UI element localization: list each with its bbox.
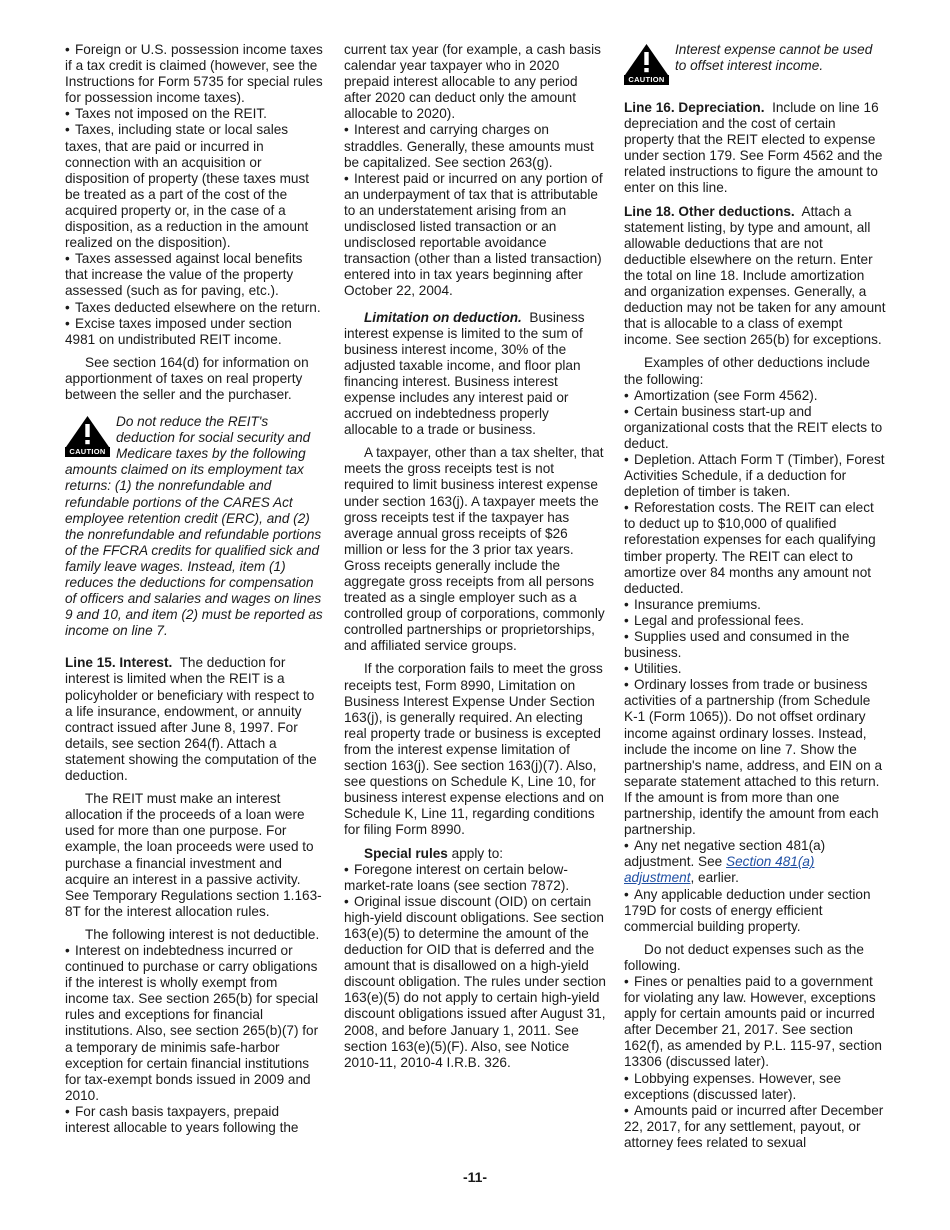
caution-icon <box>624 43 669 87</box>
limitation-heading: Limitation on deduction. <box>364 309 522 325</box>
column-3 <box>624 42 886 1151</box>
line-15-paragraph: Line 15. Interest. The deduction for interest is limited when the REIT is a policyholder or beneficiary with respect to a life insurance, endowment, or annuity contract issued after June 8, 1997. For details, see section 264(f). Attach a statement showing the computation of the deduction. <box>65 655 317 784</box>
line-16-paragraph: Line 16. Depreciation. Include on line 16 depreciation and the cost of certain property that the REIT elected to expense under section 179. See Form 4562 and the related instructions to figure the amount to enter on this line. <box>624 100 883 196</box>
paragraph: Do not deduct expenses such as the following. <box>624 941 864 973</box>
list-item: • Lobbying expenses. However, see exceptions (discussed later). <box>624 1070 842 1102</box>
caution-text: Interest expense cannot be used to offset interest income. <box>675 42 873 74</box>
page-number: -11- <box>462 1169 488 1185</box>
list-item: • Reforestation costs. The REIT can elect to deduct up to $10,000 of qualified reforestation expenses for each qualifying timber property. The REIT can elect to amortize over 84 months any amount not deducted. <box>624 500 876 596</box>
list-item: • Interest and carrying charges on straddles. Generally, these amounts must be capitalized. See section 263(g). <box>344 122 594 170</box>
list-item: • Certain business start-up and organizational costs that the REIT elects to deduct. <box>624 403 883 451</box>
list-item: • Interest on indebtedness incurred or continued to purchase or carry obligations if the interest is wholly exempt from income tax. See section 265(b) for special rules and exceptions for financial institutions. Also, see section 265(b)(7) for a temporary de minimis safe-harbor exception for certain financial institutions for tax-exempt bonds issued in 2009 and 2010. <box>65 942 319 1103</box>
special-rules-heading: Special rules <box>364 845 448 861</box>
list-item: • Legal and professional fees. <box>624 612 805 628</box>
line-15-heading: Line 15. Interest. <box>65 655 173 671</box>
list-item: • Fines or penalties paid to a government for violating any law. However, exceptions apply for certain amounts paid or incurred after December 21, 2017. See section 162(f), as amended by P.L. 115-97, section 13306 (discussed later). <box>624 973 882 1070</box>
limitation-paragraph: Limitation on deduction. Business interest expense is limited to the sum of business interest income, 30% of the adjusted taxable income, and floor plan financing interest. Business interest expense includes any interest paid or accrued on indebtedness properly allocable to a trade or business. <box>344 309 585 438</box>
caution-icon <box>65 415 110 459</box>
list-item: • Foreign or U.S. possession income taxes if a tax credit is claimed (however, see the Instructions for Form 5735 for special rules for possession income taxes). <box>65 42 323 106</box>
paragraph: A taxpayer, other than a tax shelter, that meets the gross receipts test is not required to limit business interest expense under section 163(j). A taxpayer meets the gross receipts test if the taxpayer has average annual gross receipts of $26 million or less for the 3 prior tax years. Gross receipts generally include the aggregate gross receipts from all persons treated as a single employer such as a controlled group of corporations, commonly controlled partnerships or proprietorships, and affiliated service groups. <box>344 445 605 654</box>
caution-note <box>624 42 886 88</box>
list-item: • Taxes not imposed on the REIT. <box>65 106 267 122</box>
caution-label: CAUTION <box>624 75 669 85</box>
list-item: • Foregone interest on certain below-market-rate loans (see section 7872). <box>344 861 570 893</box>
list-item: • Depletion. Attach Form T (Timber), Forest Activities Schedule, if a deduction for depletion of timber is taken. <box>624 451 885 500</box>
paragraph: The following interest is not deductible. <box>85 926 320 942</box>
column-1 <box>65 42 323 1136</box>
column-2 <box>344 42 606 1071</box>
list-item: • Original issue discount (OID) on certain high-yield discount obligations. See section 163(e)(5) to determine the amount of the deduction for OID that is deferred and the amount that is disallowed on a high-yield discount obligation. The rules under section 163(e)(5) do not apply to certain high-yield discount obligations issued after August 31, 2008, and before January 1, 2011. See section 163(e)(5)(F). Also, see Notice 2010-11, 2010-4 I.R.B. 326. <box>344 893 606 1070</box>
line-18-heading: Line 18. Other deductions. <box>624 203 795 219</box>
list-item: • Amortization (see Form 4562). <box>624 387 818 403</box>
list-item: • Ordinary losses from trade or business activities of a partnership (from Schedule K-1 (Form 1065)). Do not offset ordinary income against ordinary losses. Instead, include the income on line 7. Show the partnership's name, address, and EIN on a separate statement attached to this return. If the amount is from more than one partnership, identify the amount from each partnership. <box>624 677 883 838</box>
paragraph: current tax year (for example, a cash basis calendar year taxpayer who in 2020 prepaid interest allocable to any period after 2020 can deduct only the amount allocable to 2020). <box>344 42 601 122</box>
list-item: • For cash basis taxpayers, prepaid interest allocable to years following the <box>65 1103 299 1135</box>
paragraph: If the corporation fails to meet the gross receipts test, Form 8990, Limitation on Business Interest Expense Under Section 163(j), is generally required. An electing real property trade or business is excepted from the interest expense limitation of section 163(j). See section 163(j)(7). Also, see questions on Schedule K, Line 10, for business interest expense elections and on Schedule K, Line 11, regarding conditions for filing Form 8990. <box>344 661 604 838</box>
list-item: • Taxes deducted elsewhere on the return. <box>65 299 321 315</box>
line-18-paragraph: Line 18. Other deductions. Attach a statement listing, by type and amount, all allowable deductions that are not deductible elsewhere on the return. Enter the total on line 18. Include amortization and organization expenses. Generally, a deduction may not be taken for any amount that is allocable to a class of exempt income. See section 265(b) for exceptions. <box>624 203 886 348</box>
section-481a-link[interactable]: Section 481(a) adjustment <box>624 854 815 886</box>
list-item: • Taxes assessed against local benefits that increase the value of the property assessed (such as for paving, etc.). <box>65 251 303 299</box>
list-item: • Excise taxes imposed under section 4981 on undistributed REIT income. <box>65 315 292 347</box>
special-rules-paragraph: Special rules apply to: <box>364 845 504 861</box>
caution-text: Do not reduce the REIT's deduction for social security and Medicare taxes by the following amounts claimed on its employment tax returns: (1) the nonrefundable and refundable portions of the CARES Act employee retention credit (ERC), and (2) the nonrefundable and refundable portions of the FFCRA credits for qualified sick and family leave wages. Instead, item (1) reduces the deductions for compensation of officers and salaries and wages on lines 9 and 10, and item (2) must be reported as income on line 7. <box>65 414 323 639</box>
line-16-heading: Line 16. Depreciation. <box>624 100 765 115</box>
paragraph: See section 164(d) for information on apportionment of taxes on real property between the seller and the purchaser. <box>65 354 309 402</box>
caution-label: CAUTION <box>65 447 110 457</box>
list-item: • Insurance premiums. <box>624 596 761 612</box>
paragraph: Examples of other deductions include the following: <box>624 355 870 387</box>
list-item: • Supplies used and consumed in the business. <box>624 629 850 661</box>
caution-note <box>65 414 323 639</box>
list-item: • Interest paid or incurred on any portion of an underpayment of tax that is attributable to an understatement arising from an undisclosed listed transaction or an undisclosed reportable avoidance transaction (other than a listed transaction) entered into in tax years beginning after October 22, 2004. <box>344 170 603 299</box>
list-item: • Any net negative section 481(a) adjustment. See Section 481(a) adjustment, earlier. <box>624 838 826 886</box>
paragraph: The REIT must make an interest allocation if the proceeds of a loan were used for more than one purpose. For example, the loan proceeds were used to purchase a financial investment and acquire an interest in a passive activity. See Temporary Regulations section 1.163-8T for the interest allocation rules. <box>65 791 322 919</box>
list-item: • Any applicable deduction under section 179D for costs of energy efficient commercial building property. <box>624 886 871 934</box>
list-item: • Amounts paid or incurred after December 22, 2017, for any settlement, payout, or attorney fees related to sexual <box>624 1102 884 1150</box>
list-item: • Taxes, including state or local sales taxes, that are paid or incurred in connection with an acquisition or disposition of property (these taxes must be treated as a part of the cost of the acquired property or, in the case of a disposition, as a reduction in the amount realized on the disposition). <box>65 122 310 251</box>
list-item: • Utilities. <box>624 661 682 677</box>
